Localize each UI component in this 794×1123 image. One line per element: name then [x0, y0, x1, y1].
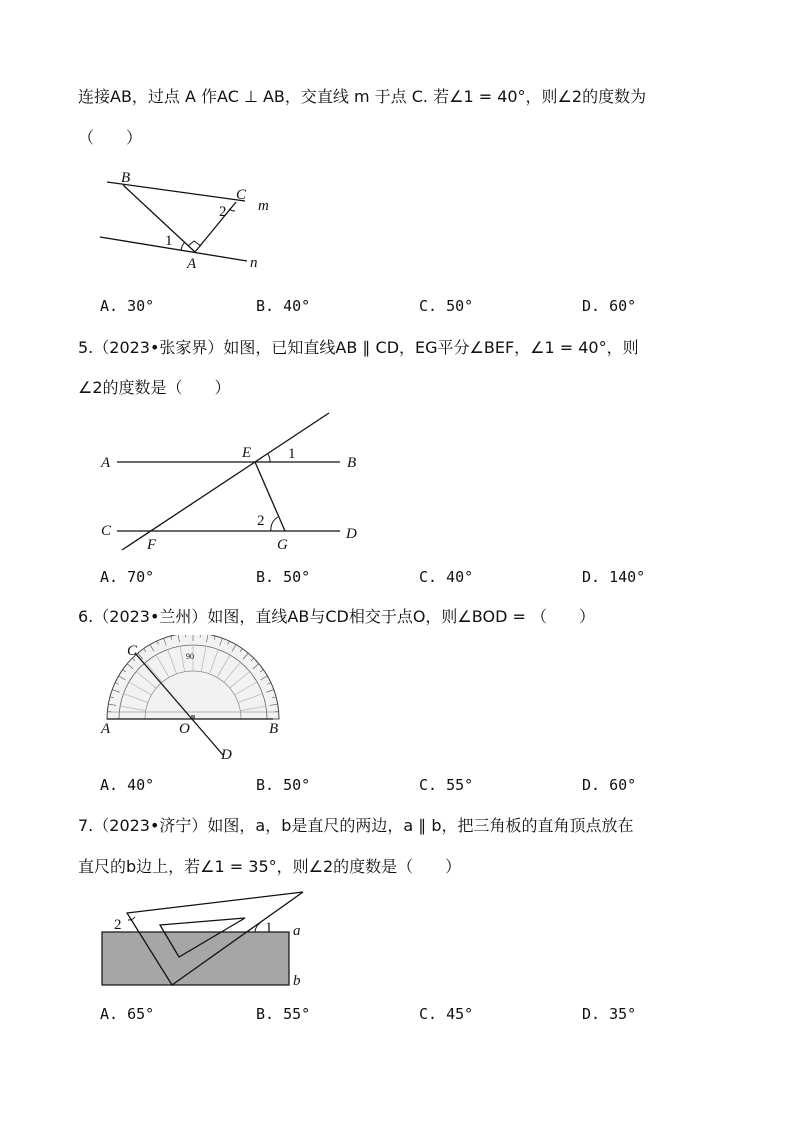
q5-option-b: B. 50°	[256, 568, 311, 586]
q7-text-line2: 直尺的b边上，若∠1 = 35°，则∠2的度数是（ ）	[78, 857, 462, 876]
q4-figure	[95, 165, 285, 270]
q7-label-a: a	[293, 923, 301, 939]
q6-label-C: C	[127, 643, 138, 659]
q7-text-line1: 7.（2023•济宁）如图，a，b是直尺的两边，a ∥ b，把三角板的直角顶点放在	[78, 816, 634, 835]
q6-protractor-90: 90	[186, 652, 194, 661]
q7-figure	[95, 885, 315, 990]
q5-label-A: A	[101, 455, 111, 471]
q7-label-b: b	[293, 973, 301, 989]
q6-option-b: B. 50°	[256, 776, 311, 794]
q5-label-2: 2	[257, 513, 265, 529]
q7-option-d: D. 35°	[582, 1005, 637, 1023]
q5-label-1: 1	[288, 446, 296, 462]
q5-label-D: D	[346, 526, 357, 542]
q6-option-a: A. 40°	[100, 776, 155, 794]
q6-label-B: B	[269, 721, 279, 737]
q7-label-2: 2	[114, 917, 122, 933]
q7-option-b: B. 55°	[256, 1005, 311, 1023]
q7-label-1: 1	[265, 920, 273, 936]
q6-option-d: D. 60°	[582, 776, 637, 794]
q5-text-line1: 5.（2023•张家界）如图，已知直线AB ∥ CD，EG平分∠BEF，∠1 = 40°，则	[78, 338, 639, 357]
q4-label-A: A	[187, 256, 197, 270]
q5-label-C: C	[101, 523, 112, 539]
q4-label-2: 2	[219, 204, 227, 220]
q4-option-c: C. 50°	[419, 297, 474, 315]
q5-option-a: A. 70°	[100, 568, 155, 586]
q4-label-n: n	[250, 255, 258, 270]
q4-label-B: B	[121, 170, 131, 186]
q5-text-line2: ∠2的度数是（ ）	[78, 378, 231, 397]
q5-option-d: D. 140°	[582, 568, 646, 586]
q5-label-F: F	[147, 537, 157, 553]
q4-option-a: A. 30°	[100, 297, 155, 315]
q6-label-A: A	[101, 721, 111, 737]
q5-label-B: B	[347, 455, 357, 471]
q5-option-c: C. 40°	[419, 568, 474, 586]
q6-figure	[95, 635, 295, 765]
q4-text-line1: 连接AB，过点 A 作AC ⊥ AB，交直线 m 于点 C. 若∠1 = 40°，则∠2的度数为	[78, 87, 647, 106]
q4-label-1: 1	[165, 233, 173, 249]
q4-label-C: C	[236, 187, 247, 203]
q6-option-c: C. 55°	[419, 776, 474, 794]
q4-option-d: D. 60°	[582, 297, 637, 315]
q6-label-O: O	[179, 721, 190, 737]
q7-option-c: C. 45°	[419, 1005, 474, 1023]
q6-text-line1: 6.（2023•兰州）如图，直线AB与CD相交于点O，则∠BOD = （ ）	[78, 607, 595, 626]
q4-option-b: B. 40°	[256, 297, 311, 315]
q4-label-m: m	[258, 198, 269, 214]
q5-figure	[95, 405, 375, 555]
q6-label-D: D	[221, 747, 232, 763]
q5-label-G: G	[277, 537, 288, 553]
q4-text-line2: （ ）	[78, 128, 143, 147]
q5-label-E: E	[242, 445, 252, 461]
q7-option-a: A. 65°	[100, 1005, 155, 1023]
